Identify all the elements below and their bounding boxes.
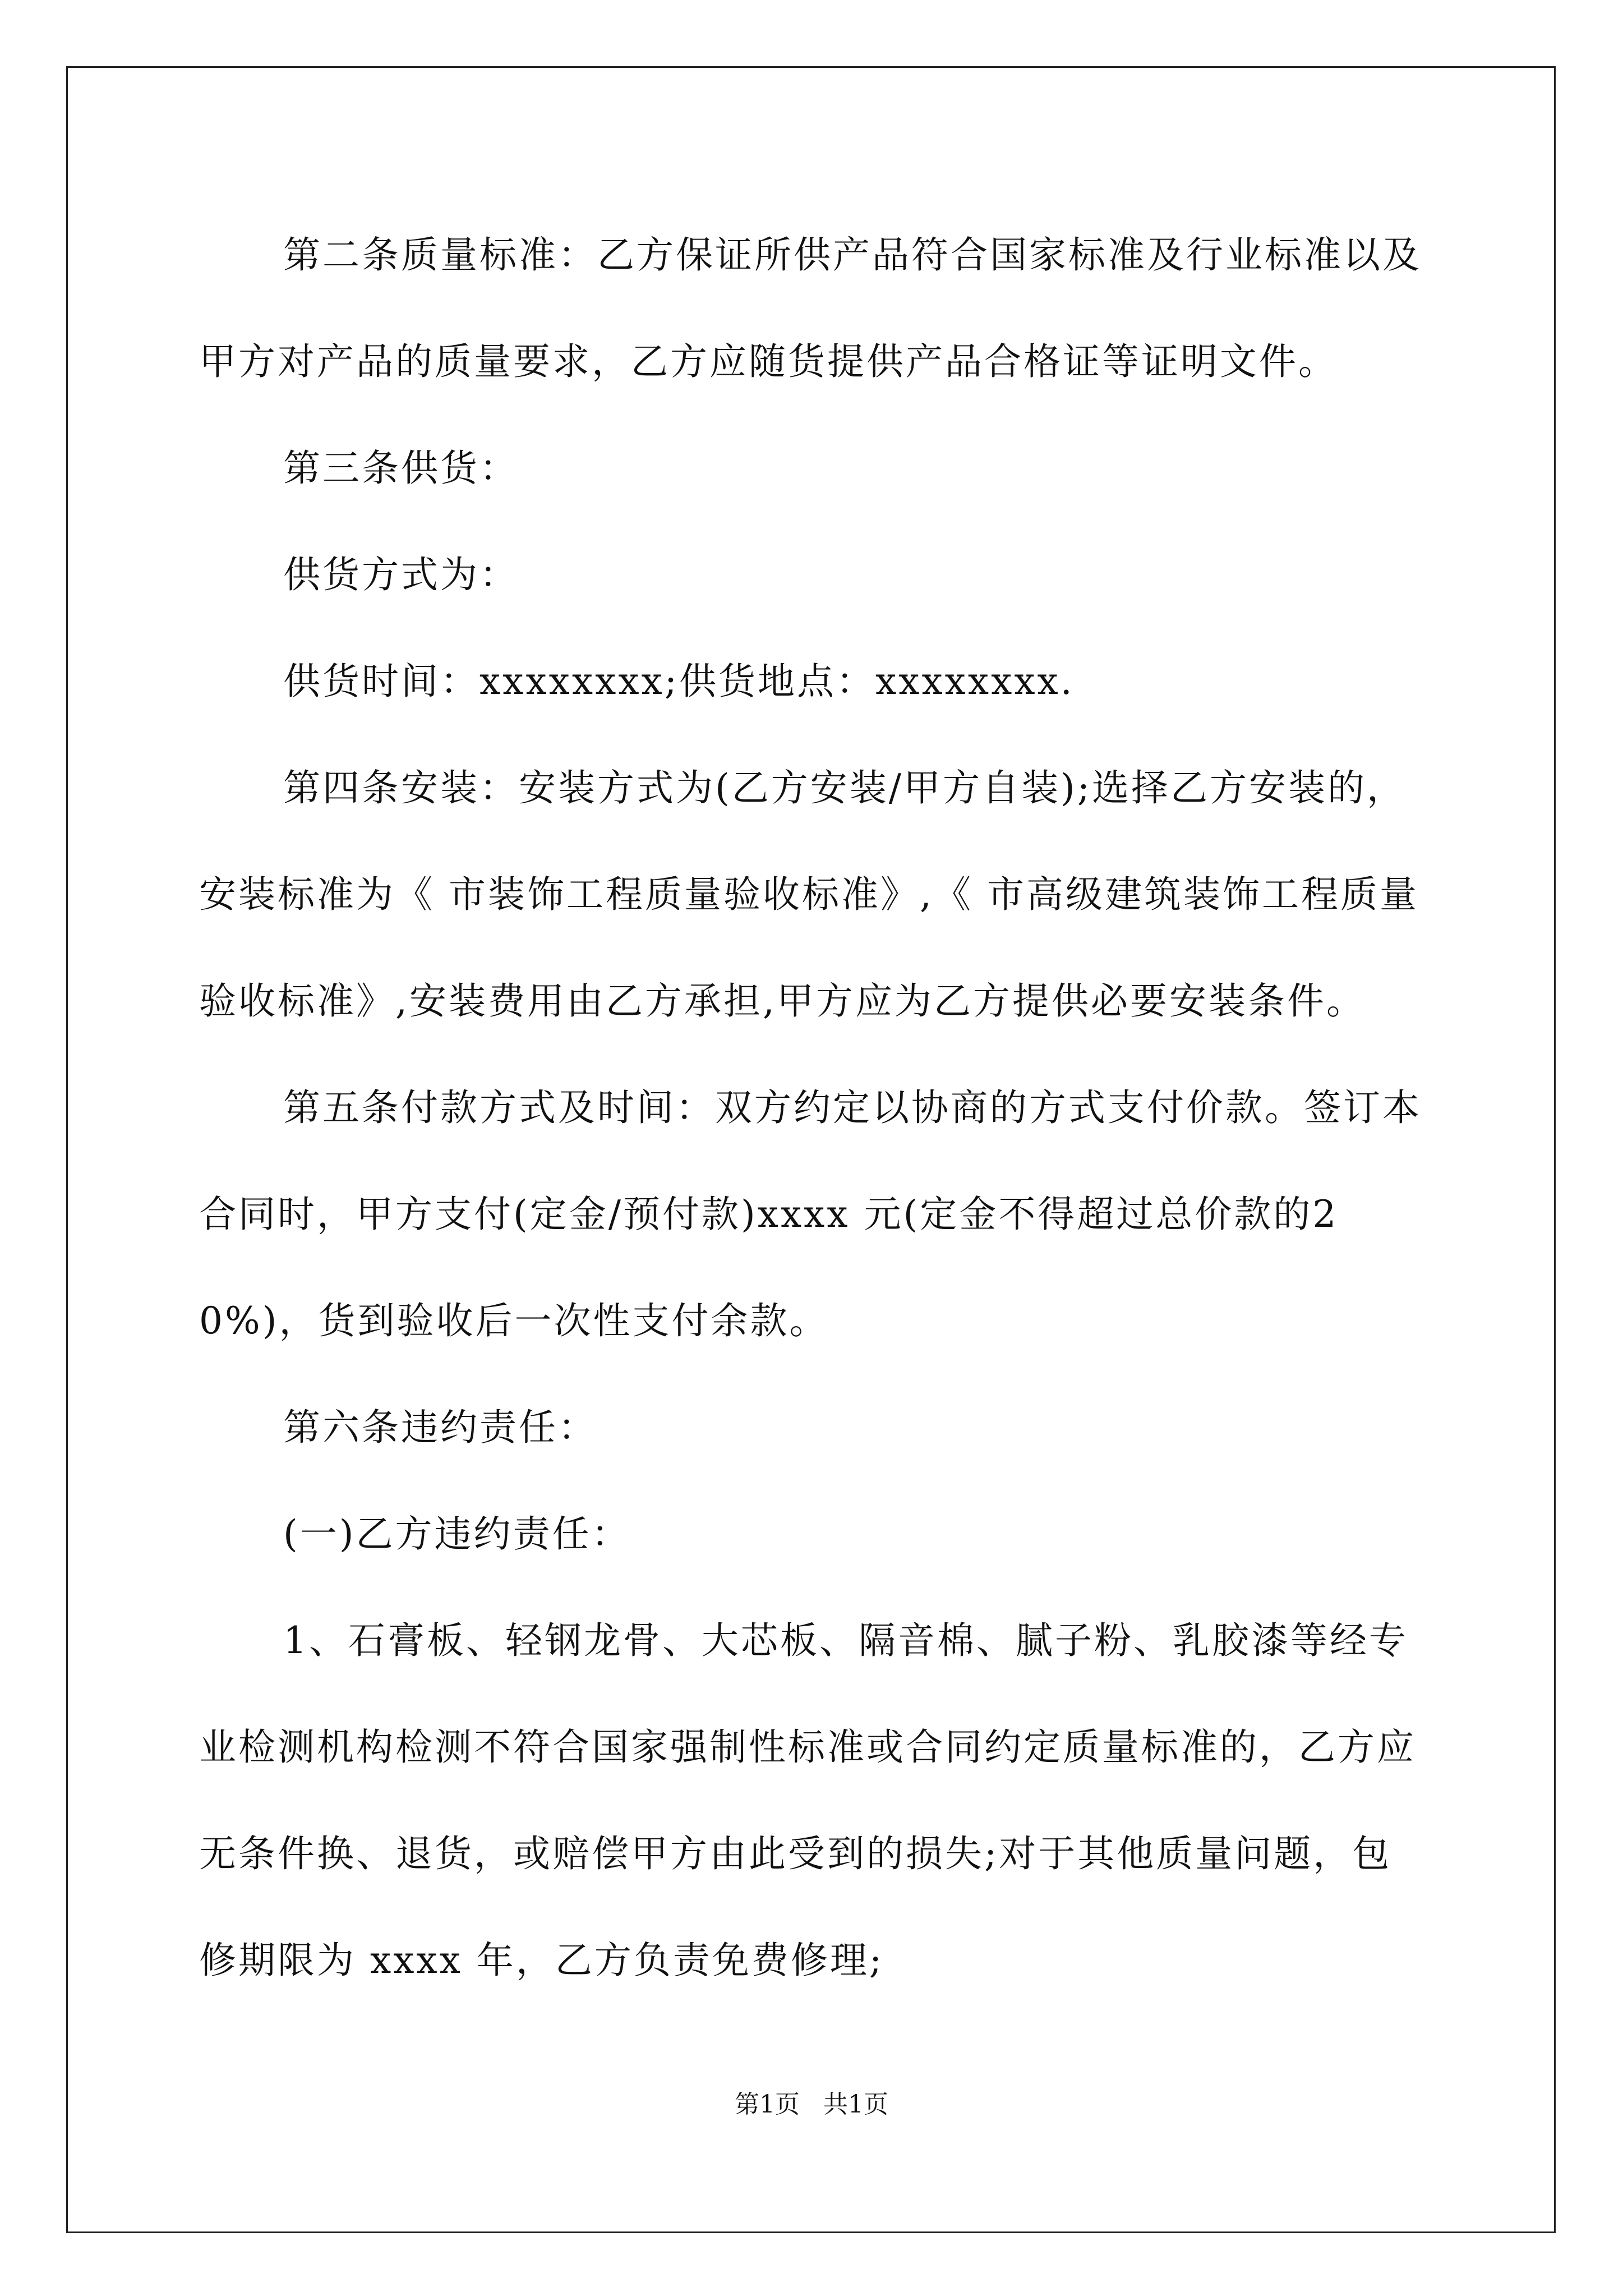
paragraph-quality-standard: 第二条质量标准：乙方保证所供产品符合国家标准及行业标准以及甲方对产品的质量要求，乙方应随货提供产品合格证等证明文件。 [199,233,1422,383]
paragraph-liability-item-1: 1、石膏板、轻钢龙骨、大芯板、隔音棉、腻子粉、乳胶漆等经专业检测机构检测不符合国家强制性标准或合同约定质量标准的，乙方应无条件换、退货，或赔偿甲方由此受到的损失;对于其他质量问题，包修期限为 xxxx 年，乙方负责免费修理; [199,1619,1416,1982]
page-number: 第1页 [735,2090,800,2119]
page-footer [0,2084,1623,2120]
paragraph-liability-heading: 第六条违约责任： [283,1406,597,1449]
paragraph-installation: 第四条安装：安装方式为(乙方安装/甲方自装);选择乙方安装的，安装标准为《 市装饰工程质量验收标准》,《 市高级建筑装饰工程质量验收标准》,安装费用由乙方承担,甲方应为乙方提供必要安装条件。 [199,766,1419,1023]
paragraph-supply-method: 供货方式为： [283,553,519,596]
paragraph-payment: 第五条付款方式及时间：双方约定以协商的方式支付价款。签订本合同时，甲方支付(定金/预付款)xxxx 元(定金不得超过总价款的20%)，货到验收后一次性支付余款。 [199,1086,1422,1342]
paragraph-party-b-liability: (一)乙方违约责任： [283,1512,631,1556]
paragraph-supply-time-place: 供货时间：xxxxxxxx;供货地点：xxxxxxxx. [283,660,1075,703]
paragraph-supply-heading: 第三条供货： [283,447,519,490]
page-total: 共1页 [823,2090,888,2119]
document-body [199,202,1422,2014]
